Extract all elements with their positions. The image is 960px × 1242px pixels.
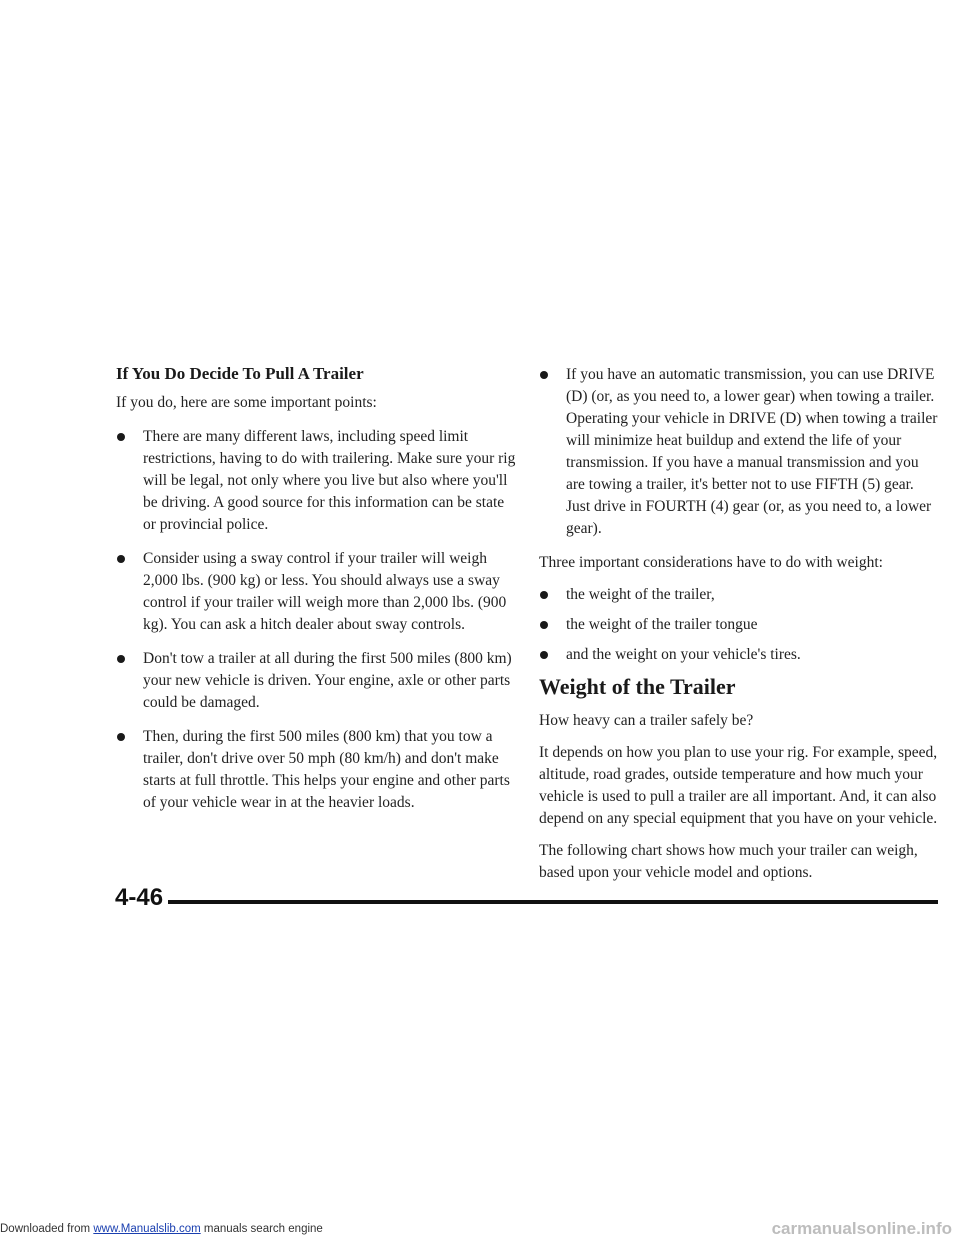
section-heading: Weight of the Trailer [539,674,736,699]
intro-paragraph: If you do, here are some important points: [116,394,377,411]
list-item-text: and the weight on your vehicle's tires. [566,646,801,663]
banner-suffix: manuals search engine [200,1223,323,1235]
run-in-heading: If You Do Decide To Pull A Trailer [116,364,364,383]
list-item-text: the weight of the trailer tongue [566,616,758,633]
list-item-text: Then, during the first 500 miles (800 km) that you tow a trailer, don't drive over 50 mph (80 km/h) and don't make starts at full throttle. This helps your engine and other parts of your vehicle wear in at the heavier loads. [143,728,510,811]
left-column [116,364,516,826]
download-banner [0,1223,323,1235]
list-item [116,426,516,536]
footer-divider [168,900,938,904]
list-item [539,364,939,540]
considerations-intro: Three important considerations have to do with weight: [539,554,883,571]
watermark-text: carmanualsonline.info [771,1219,952,1238]
page-number: 4-46 [115,884,164,911]
list-item-text: the weight of the trailer, [566,586,715,603]
bullet-icon [540,651,548,659]
list-item-text: Don't tow a trailer at all during the first 500 miles (800 km) your new vehicle is driven. Your engine, axle or other parts could be damaged. [143,650,512,711]
considerations-list [539,584,939,666]
list-item [539,584,939,606]
list-item-text: Consider using a sway control if your trailer will weigh 2,000 lbs. (900 kg) or less. You should always use a sway control if your trailer will weigh more than 2,000 lbs. (900 kg). You can ask a hitch dealer about sway controls. [143,550,507,633]
bullet-icon [117,733,125,741]
list-item-text: There are many different laws, including speed limit restrictions, having to do with trailering. Make sure your rig will be legal, not only where you live but also where you'll be driving. A good source for this information can be state or provincial police. [143,428,516,533]
bullet-icon [540,591,548,599]
list-item [539,614,939,636]
manualslib-link[interactable]: www.Manualslib.com [93,1223,201,1235]
list-item [539,644,939,666]
body-paragraph: How heavy can a trailer safely be? [539,712,754,729]
list-item [116,726,516,814]
bullet-icon [117,555,125,563]
list-item-text: If you have an automatic transmission, you can use DRIVE (D) (or, as you need to, a lower gear) when towing a trailer. Operating your vehicle in DRIVE (D) when towing a trailer will minimize heat buildup and extend the life of your transmission. If you have a manual transmission and you are towing a trailer, it's better not to use FIFTH (5) gear. Just drive in FOURTH (4) gear (or, as you need to, a lower gear). [566,366,938,537]
body-paragraph: It depends on how you plan to use your rig. For example, speed, altitude, road grades, outside temperature and how much your vehicle is used to pull a trailer are all important. And, it can also depend on any special equipment that you have on your vehicle. [539,744,938,827]
right-column [539,364,939,894]
bullet-icon [540,621,548,629]
transmission-list [539,364,939,540]
list-item [116,648,516,714]
banner-prefix: Downloaded from [0,1223,94,1235]
bullet-icon [117,433,125,441]
trailer-points-list [116,426,516,814]
body-paragraph: The following chart shows how much your trailer can weigh, based upon your vehicle model and options. [539,842,918,881]
list-item [116,548,516,636]
bullet-icon [117,655,125,663]
bullet-icon [540,371,548,379]
